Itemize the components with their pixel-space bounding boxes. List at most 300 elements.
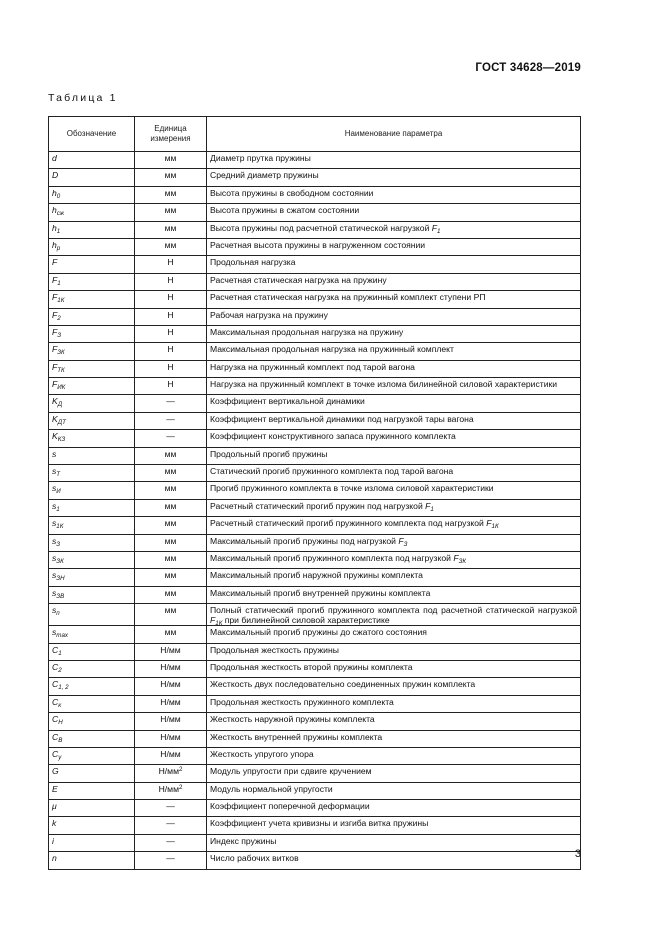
table-row xyxy=(49,447,581,464)
symbol-subscript: max xyxy=(56,632,68,640)
symbol-cell xyxy=(49,360,135,377)
symbol-subscript: 1 xyxy=(56,505,60,513)
unit-cell xyxy=(135,660,207,677)
table-row xyxy=(49,626,581,643)
symbol: F xyxy=(52,344,58,355)
parameter-name-cell xyxy=(207,360,581,377)
symbol: C xyxy=(52,731,59,742)
parameter-name-cell xyxy=(207,291,581,308)
parameter-name: Расчетная статическая нагрузка на пружину xyxy=(210,274,387,285)
symbol: i xyxy=(52,835,54,846)
symbol-cell xyxy=(49,782,135,799)
parameter-name-cell xyxy=(207,412,581,429)
symbol-cell xyxy=(49,447,135,464)
table-row xyxy=(49,412,581,429)
parameter-name: Продольная жесткость пружинного комплекта xyxy=(210,696,394,707)
unit-cell xyxy=(135,447,207,464)
unit-cell xyxy=(135,343,207,360)
table-row xyxy=(49,430,581,447)
table-row xyxy=(49,291,581,308)
symbol-cell xyxy=(49,291,135,308)
symbol: s xyxy=(52,552,57,563)
symbol-subscript: р xyxy=(56,244,61,252)
unit-cell xyxy=(135,378,207,395)
table-row xyxy=(49,238,581,255)
symbol: h xyxy=(52,239,57,250)
page-number: 3 xyxy=(574,848,581,860)
parameter-name-cell xyxy=(207,273,581,290)
unit-cell xyxy=(135,308,207,325)
unit-cell xyxy=(135,800,207,817)
symbol: D xyxy=(52,170,59,181)
symbol-cell xyxy=(49,678,135,695)
unit: — xyxy=(166,396,175,407)
unit: — xyxy=(166,431,175,442)
parameter-name-cell xyxy=(207,325,581,342)
parameters-table xyxy=(48,116,581,870)
symbol-subscript: З xyxy=(56,540,61,548)
inline-symbol-subscript: 1К xyxy=(491,523,499,531)
inline-symbol-subscript: З xyxy=(403,540,408,548)
unit: мм xyxy=(164,483,177,494)
symbol: C xyxy=(52,714,59,725)
unit: мм xyxy=(164,552,177,563)
table-row xyxy=(49,817,581,834)
symbol-cell xyxy=(49,626,135,643)
symbol: s xyxy=(52,535,57,546)
table-row xyxy=(49,747,581,764)
unit: мм xyxy=(164,500,177,511)
parameter-name: Высота пружины под расчетной статической нагрузкой xyxy=(210,222,430,233)
parameter-name: Модуль упругости при сдвиге кручением xyxy=(210,766,372,777)
unit: Н/мм xyxy=(160,696,181,707)
parameter-name-cell xyxy=(207,678,581,695)
symbol: s xyxy=(52,483,57,494)
symbol-subscript: к xyxy=(58,701,62,709)
unit-cell xyxy=(135,604,207,626)
unit: мм xyxy=(164,535,177,546)
symbol-cell xyxy=(49,152,135,169)
symbol: s xyxy=(52,500,57,511)
parameter-name: Модуль нормальной упругости xyxy=(210,783,333,794)
parameter-name-cell xyxy=(207,747,581,764)
parameter-name: Коэффициент поперечной деформации xyxy=(210,801,370,812)
table-row xyxy=(49,395,581,412)
symbol-cell xyxy=(49,660,135,677)
symbol: C xyxy=(52,679,59,690)
symbol: d xyxy=(52,153,57,163)
parameter-name-cell xyxy=(207,834,581,851)
table-row xyxy=(49,782,581,799)
inline-symbol: F xyxy=(431,222,438,233)
symbol-subscript: 0 xyxy=(56,192,61,200)
unit-superscript: 2 xyxy=(178,783,183,791)
unit-cell xyxy=(135,273,207,290)
symbol-subscript: З xyxy=(57,331,62,339)
table-row xyxy=(49,660,581,677)
parameter-name-cell xyxy=(207,713,581,730)
parameter-name-cell xyxy=(207,604,581,626)
inline-symbol: F xyxy=(486,518,492,529)
unit: — xyxy=(166,853,175,864)
unit-cell xyxy=(135,482,207,499)
inline-symbol-subscript: ЗК xyxy=(458,557,467,565)
unit: мм xyxy=(164,466,177,477)
parameter-name: Коэффициент вертикальной динамики xyxy=(210,396,365,407)
symbol-cell xyxy=(49,569,135,586)
parameter-name: Высота пружины в свободном состоянии xyxy=(210,187,374,198)
symbol: C xyxy=(52,696,59,707)
unit-cell xyxy=(135,695,207,712)
symbol-subscript: И xyxy=(56,488,61,496)
symbol-cell xyxy=(49,430,135,447)
symbol-subscript: ДТ xyxy=(57,418,66,426)
symbol-subscript: ЗК xyxy=(57,349,65,357)
symbol-subscript: 1К xyxy=(56,523,64,531)
symbol-subscript: Д xyxy=(57,401,63,409)
symbol-subscript: ТК xyxy=(57,366,65,374)
table-row xyxy=(49,713,581,730)
table-row xyxy=(49,325,581,342)
symbol-cell xyxy=(49,395,135,412)
symbol-cell xyxy=(49,221,135,238)
symbol-cell xyxy=(49,604,135,626)
unit-cell xyxy=(135,256,207,273)
symbol-cell xyxy=(49,412,135,429)
unit: Н/мм xyxy=(158,766,179,777)
inline-symbol: F xyxy=(210,615,216,626)
table-row xyxy=(49,221,581,238)
unit: мм xyxy=(164,153,177,163)
unit: мм xyxy=(164,570,177,581)
parameter-name: Прогиб пружинного комплекта в точке излома силовой характеристики xyxy=(210,483,494,494)
symbol: K xyxy=(52,431,58,442)
unit-cell xyxy=(135,747,207,764)
parameter-name-cell xyxy=(207,169,581,186)
unit: — xyxy=(166,818,175,829)
symbol-cell xyxy=(49,169,135,186)
parameter-name: Число рабочих витков xyxy=(210,853,299,864)
unit-cell xyxy=(135,395,207,412)
symbol-cell xyxy=(49,343,135,360)
table-row xyxy=(49,169,581,186)
symbol-cell xyxy=(49,517,135,534)
parameter-name: Нагрузка на пружинный комплект под тарой вагона xyxy=(210,361,415,372)
unit-cell xyxy=(135,569,207,586)
parameter-name-cell xyxy=(207,660,581,677)
symbol-cell xyxy=(49,308,135,325)
parameter-name: Максимальная продольная нагрузка на пружинный комплект xyxy=(210,344,454,355)
parameter-name: Максимальный прогиб пружинного комплекта под нагрузкой xyxy=(210,552,451,563)
symbol-subscript: Н xyxy=(58,719,63,727)
symbol-cell xyxy=(49,238,135,255)
symbol-subscript: 2 xyxy=(57,314,61,322)
unit: мм xyxy=(164,205,177,216)
symbol: s xyxy=(52,466,57,477)
unit-cell xyxy=(135,499,207,516)
inline-symbol-subscript: 1 xyxy=(430,505,434,513)
symbol-cell xyxy=(49,852,135,869)
table-row xyxy=(49,551,581,568)
unit-cell xyxy=(135,412,207,429)
symbol: F xyxy=(52,274,58,285)
symbol: h xyxy=(52,222,57,233)
parameter-name: Средний диаметр пружины xyxy=(210,170,319,181)
parameter-name: Максимальная продольная нагрузка на пружину xyxy=(210,326,404,337)
symbol: C xyxy=(52,661,59,672)
symbol: s xyxy=(52,570,57,581)
symbol: h xyxy=(52,187,57,198)
parameter-name: Полный статический прогиб пружинного комплекта под расчетной статической нагрузкой xyxy=(210,605,577,616)
parameter-name: Жесткость двух последовательно соединенных пружин комплекта xyxy=(210,679,476,690)
unit-cell xyxy=(135,551,207,568)
unit-cell xyxy=(135,186,207,203)
parameter-name: Коэффициент конструктивного запаса пружинного комплекта xyxy=(210,431,456,442)
table-row xyxy=(49,586,581,603)
parameter-name: Расчетная статическая нагрузка на пружинный комплект ступени РП xyxy=(210,292,486,303)
unit: Н/мм xyxy=(160,644,181,655)
parameter-name-cell xyxy=(207,586,581,603)
parameter-name: Продольный прогиб пружины xyxy=(210,448,328,459)
symbol-subscript: у xyxy=(58,753,62,761)
table-row xyxy=(49,695,581,712)
parameter-name: Жесткость упругого упора xyxy=(210,748,314,759)
parameter-name: Максимальный прогиб пружины под нагрузкой xyxy=(210,535,396,546)
unit-cell xyxy=(135,678,207,695)
symbol-cell xyxy=(49,465,135,482)
table-header-row xyxy=(49,117,581,152)
parameter-name: Продольная жесткость второй пружины комплекта xyxy=(210,661,413,672)
symbol-subscript: ЗН xyxy=(56,575,65,583)
unit-cell xyxy=(135,204,207,221)
symbol-subscript: 1, 2 xyxy=(58,684,69,692)
inline-symbol: F xyxy=(398,535,404,546)
unit-cell xyxy=(135,782,207,799)
table-row xyxy=(49,152,581,169)
symbol-subscript: п xyxy=(56,610,60,618)
symbol: K xyxy=(52,413,58,424)
symbol: F xyxy=(52,257,58,268)
table-row xyxy=(49,499,581,516)
symbol: h xyxy=(52,205,57,216)
symbol: s xyxy=(52,587,57,598)
symbol: F xyxy=(52,326,58,337)
parameter-name-cell xyxy=(207,204,581,221)
parameter-name: Расчетный статический прогиб пружинного комплекта под нагрузкой xyxy=(210,518,484,529)
table-row xyxy=(49,465,581,482)
symbol: s xyxy=(52,448,57,459)
unit-cell xyxy=(135,152,207,169)
symbol-cell xyxy=(49,325,135,342)
symbol: s xyxy=(52,627,57,638)
parameter-name-cell xyxy=(207,186,581,203)
unit: мм xyxy=(164,518,177,529)
inline-symbol: F xyxy=(425,500,431,511)
parameter-name-cell xyxy=(207,378,581,395)
symbol-subscript: 2 xyxy=(58,666,62,674)
table-row xyxy=(49,256,581,273)
parameter-name-cell xyxy=(207,430,581,447)
parameter-name: Диаметр прутка пружины xyxy=(210,153,311,163)
symbol-cell xyxy=(49,378,135,395)
symbol-cell xyxy=(49,273,135,290)
table-row xyxy=(49,360,581,377)
unit-cell xyxy=(135,586,207,603)
parameter-name-cell xyxy=(207,800,581,817)
unit: Н/мм xyxy=(158,783,179,794)
symbol-cell xyxy=(49,204,135,221)
parameter-name-cell xyxy=(207,626,581,643)
parameter-name: Максимальный прогиб внутренней пружины комплекта xyxy=(210,587,431,598)
unit: Н/мм xyxy=(160,679,181,690)
parameter-name-cell xyxy=(207,817,581,834)
parameter-name-cell xyxy=(207,852,581,869)
parameter-name: Высота пружины в сжатом состоянии xyxy=(210,205,360,216)
parameter-name: Индекс пружины xyxy=(210,835,277,846)
table-row xyxy=(49,343,581,360)
symbol-cell xyxy=(49,551,135,568)
unit-cell xyxy=(135,817,207,834)
unit: Н/мм xyxy=(160,731,181,742)
symbol-subscript: ИК xyxy=(57,384,66,392)
symbol-subscript: КЗ xyxy=(57,436,66,444)
unit-cell xyxy=(135,291,207,308)
parameter-name-cell xyxy=(207,534,581,551)
parameter-name-cell xyxy=(207,395,581,412)
table-row xyxy=(49,834,581,851)
document-id: ГОСТ 34628—2019 xyxy=(475,62,581,74)
parameter-name-cell xyxy=(207,782,581,799)
symbol-subscript: 1 xyxy=(58,649,62,657)
symbol-subscript: сж xyxy=(56,210,65,218)
parameter-name-cell xyxy=(207,238,581,255)
inline-symbol: F xyxy=(453,552,459,563)
parameter-name: Расчетный статический прогиб пружин под нагрузкой xyxy=(210,500,423,511)
parameter-name-cell xyxy=(207,695,581,712)
unit-cell xyxy=(135,325,207,342)
parameter-name: Продольная жесткость пружины xyxy=(210,644,339,655)
table-row xyxy=(49,482,581,499)
unit: Н xyxy=(167,292,174,303)
parameter-name: Нагрузка на пружинный комплект в точке излома билинейной силовой характеристики xyxy=(210,379,558,390)
unit: Н xyxy=(167,344,174,355)
table-row xyxy=(49,186,581,203)
symbol-cell xyxy=(49,730,135,747)
symbol-cell xyxy=(49,695,135,712)
unit-cell xyxy=(135,765,207,782)
symbol-subscript: 1 xyxy=(56,227,61,235)
unit: мм xyxy=(164,448,177,459)
unit: — xyxy=(166,835,175,846)
symbol: F xyxy=(52,309,58,320)
unit: мм xyxy=(164,170,177,181)
unit-cell xyxy=(135,852,207,869)
unit-superscript: 2 xyxy=(178,766,183,774)
symbol-subscript: В xyxy=(58,736,63,744)
unit: Н xyxy=(167,309,174,320)
parameter-name: Жесткость наружной пружины комплекта xyxy=(210,714,375,725)
parameter-name: Расчетная высота пружины в нагруженном состоянии xyxy=(210,239,426,250)
symbol-subscript: Т xyxy=(56,471,61,479)
symbol-cell xyxy=(49,534,135,551)
unit: Н xyxy=(167,361,174,372)
unit-cell xyxy=(135,626,207,643)
symbol-subscript: 1 xyxy=(57,279,61,287)
column-header-unit: Единица измерения xyxy=(135,117,207,152)
unit-cell xyxy=(135,730,207,747)
table-row xyxy=(49,765,581,782)
parameter-name: Коэффициент учета кривизны и изгиба витка пружины xyxy=(210,818,429,829)
symbol-cell xyxy=(49,499,135,516)
unit: мм xyxy=(164,627,177,638)
unit-cell xyxy=(135,238,207,255)
symbol: G xyxy=(52,766,59,777)
symbol-cell xyxy=(49,186,135,203)
symbol: K xyxy=(52,396,58,407)
parameter-name-cell xyxy=(207,152,581,169)
unit-cell xyxy=(135,643,207,660)
unit: мм xyxy=(164,239,177,250)
table-row xyxy=(49,308,581,325)
unit: мм xyxy=(164,187,177,198)
table-row xyxy=(49,569,581,586)
unit-cell xyxy=(135,517,207,534)
symbol: μ xyxy=(52,801,57,812)
symbol-subscript: ЗВ xyxy=(56,592,65,600)
symbol: C xyxy=(52,748,59,759)
parameter-name-cell xyxy=(207,551,581,568)
parameter-name-cell xyxy=(207,221,581,238)
unit: — xyxy=(166,801,175,812)
parameter-name: Жесткость внутренней пружины комплекта xyxy=(210,731,383,742)
symbol: F xyxy=(52,361,58,372)
symbol-subscript: 1К xyxy=(57,297,65,305)
symbol-cell xyxy=(49,747,135,764)
unit: Н xyxy=(167,257,174,268)
parameter-name-cell xyxy=(207,308,581,325)
symbol: F xyxy=(52,292,58,303)
unit-cell xyxy=(135,834,207,851)
symbol-cell xyxy=(49,482,135,499)
unit-cell xyxy=(135,360,207,377)
table-caption: Таблица 1 xyxy=(48,92,118,104)
parameter-name: Максимальный прогиб наружной пружины комплекта xyxy=(210,570,423,581)
unit-cell xyxy=(135,430,207,447)
table-row xyxy=(49,852,581,869)
symbol: F xyxy=(52,379,58,390)
inline-symbol-subscript: 1 xyxy=(437,227,441,235)
symbol: E xyxy=(52,783,58,794)
parameter-name-cell xyxy=(207,517,581,534)
symbol: C xyxy=(52,644,59,655)
parameter-name-cell xyxy=(207,482,581,499)
unit: — xyxy=(166,413,175,424)
column-header-symbol: Обозначение xyxy=(49,117,135,152)
symbol-cell xyxy=(49,800,135,817)
table-row xyxy=(49,517,581,534)
unit-cell xyxy=(135,534,207,551)
parameter-name-cell xyxy=(207,569,581,586)
symbol-cell xyxy=(49,817,135,834)
parameter-name-cell xyxy=(207,730,581,747)
unit: Н/мм xyxy=(160,748,181,759)
unit: Н xyxy=(167,326,174,337)
parameter-name-cell xyxy=(207,447,581,464)
symbol: n xyxy=(52,853,57,864)
parameter-name-cell xyxy=(207,643,581,660)
unit: Н xyxy=(167,379,174,390)
parameter-name: Продольная нагрузка xyxy=(210,257,296,268)
